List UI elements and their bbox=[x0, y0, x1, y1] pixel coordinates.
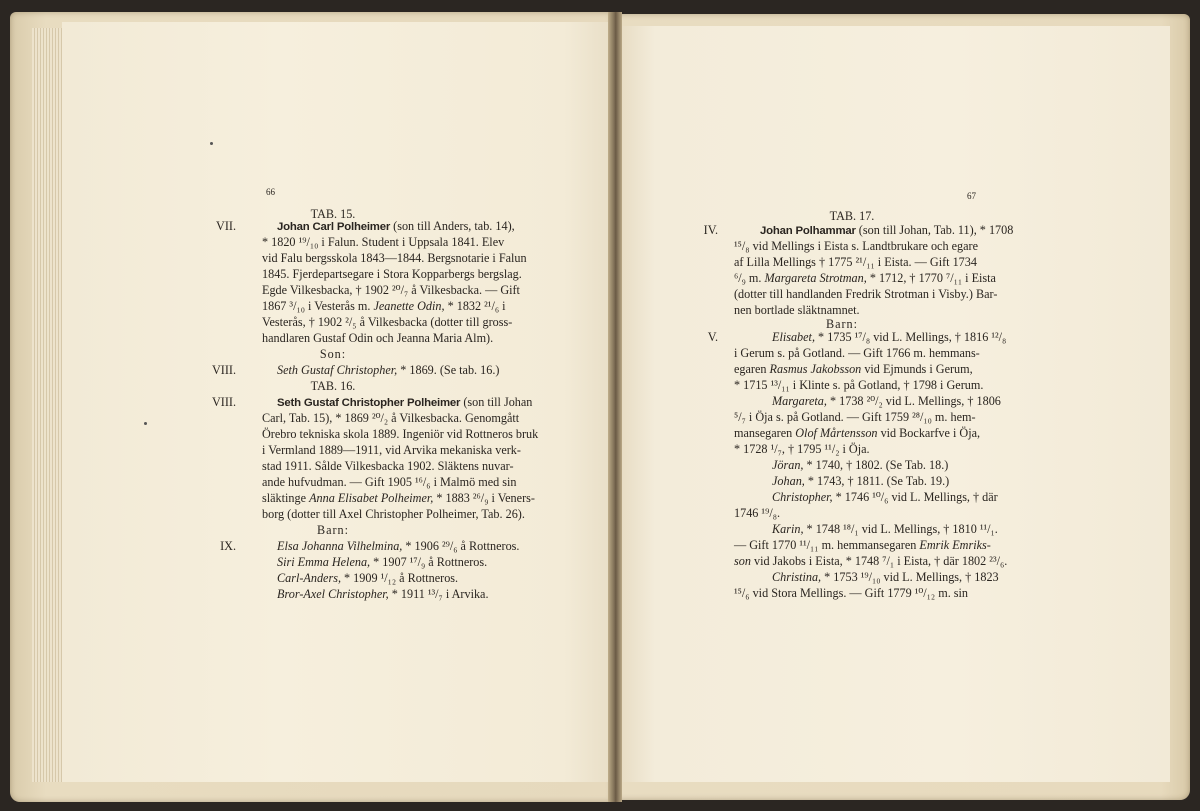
entry-line: son vid Jakobs i Eista, * 1748 ⁷/₁ i Eista, † där 1802 ²³/₆. bbox=[734, 554, 1008, 568]
generation-number: IV. bbox=[703, 223, 718, 237]
entry-line: — Gift 1770 ¹¹/₁₁ m. hemmansegaren Emrik Emriks- bbox=[734, 538, 991, 552]
entry-line: ⁵/₇ i Öja s. på Gotland. — Gift 1759 ²⁸/₁₀ m. hem- bbox=[734, 410, 976, 424]
child-entry: Bror-Axel Christopher, * 1911 ¹³/₇ i Arvika. bbox=[277, 587, 489, 601]
child-entry: Elsa Johanna Vilhelmina, * 1906 ²⁹/₆ å Rottneros. bbox=[277, 539, 520, 553]
generation-number: VIII. bbox=[211, 395, 236, 409]
entry-line: Johan Carl Polheimer (son till Anders, tab. 14), bbox=[277, 219, 515, 233]
generation-number: V. bbox=[707, 330, 718, 344]
spouse-name: Rasmus Jakobsson bbox=[769, 362, 862, 376]
child-entry: Johan, * 1743, † 1811. (Se Tab. 19.) bbox=[772, 474, 950, 488]
entry-line: Örebro tekniska skola 1889. Ingeniör vid Rottneros bruk bbox=[262, 427, 539, 441]
person-name: Johan Polhammar bbox=[760, 225, 856, 237]
section-label: Barn: bbox=[316, 523, 350, 537]
paper-speck bbox=[210, 142, 213, 145]
entry-line: ¹⁵/₆ vid Stora Mellings. — Gift 1779 ¹⁰/₁₂ m. sin bbox=[734, 586, 969, 600]
tab-heading: TAB. 16. bbox=[310, 379, 356, 393]
page-number: 66 bbox=[266, 187, 275, 197]
generation-number: IX. bbox=[220, 539, 236, 553]
page-number: 67 bbox=[967, 191, 976, 201]
entry-line: Egde Vilkesbacka, † 1902 ²⁰/₇ å Vilkesbacka. — Gift bbox=[262, 283, 520, 297]
right-page bbox=[622, 26, 1170, 782]
entry-line: * 1728 ¹/₇, † 1795 ¹¹/₂ i Öja. bbox=[734, 442, 870, 456]
spouse-name: Olof Mårtensson bbox=[795, 426, 878, 440]
spouse-name: Emrik Emriks- bbox=[919, 538, 991, 552]
entry-line: 1845. Fjerdepartsegare i Stora Kopparbergs bergslag. bbox=[262, 267, 522, 281]
entry-line: Vesterås, † 1902 ²/₅ å Vilkesbacka (dotter till gross- bbox=[262, 315, 513, 329]
entry-line: ande hufvudman. — Gift 1905 ¹⁶/₆ i Malmö med sin bbox=[262, 475, 517, 489]
child-entry: Carl-Anders, * 1909 ¹/₁₂ å Rottneros. bbox=[277, 571, 459, 585]
entry-line: af Lilla Mellings † 1775 ²¹/₁₁ i Eista. — Gift 1734 bbox=[734, 255, 977, 269]
entry-line: i Gerum s. på Gotland. — Gift 1766 m. hemmans- bbox=[734, 346, 980, 360]
entry-line: Johan Polhammar (son till Johan, Tab. 11), * 1708 bbox=[760, 223, 1014, 237]
child-entry: Jöran, * 1740, † 1802. (Se Tab. 18.) bbox=[772, 458, 949, 472]
book-gutter bbox=[608, 12, 622, 802]
generation-number: VIII. bbox=[211, 363, 236, 377]
spouse-name: Margareta Strotman, bbox=[764, 271, 867, 285]
person-name: Seth Gustaf Christopher Polheimer bbox=[277, 397, 461, 409]
entry-line: nen bortlade släktnamnet. bbox=[734, 303, 860, 317]
child-entry: Siri Emma Helena, * 1907 ¹⁷/₉ å Rottneros. bbox=[277, 555, 488, 569]
entry-line: 1867 ³/₁₀ i Vesterås m. Jeanette Odin, * 1832 ²¹/₆ i bbox=[262, 299, 506, 313]
tab-heading: TAB. 15. bbox=[310, 207, 356, 221]
entry-line: borg (dotter till Axel Christopher Polheimer, Tab. 26). bbox=[262, 507, 525, 521]
child-entry: Margareta, * 1738 ²⁰/₂ vid L. Mellings, † 1806 bbox=[772, 394, 1001, 408]
entry-line: egaren Rasmus Jakobsson vid Ejmunds i Gerum, bbox=[734, 362, 973, 376]
child-entry: Christopher, * 1746 ¹⁰/₆ vid L. Mellings, † där bbox=[772, 490, 998, 504]
entry-line: Carl, Tab. 15), * 1869 ²⁰/₂ å Vilkesbacka. Genomgått bbox=[262, 411, 520, 425]
book-spread bbox=[10, 12, 1190, 802]
section-label: Barn: bbox=[825, 317, 859, 331]
page-stack bbox=[32, 28, 66, 782]
entry-line: mansegaren Olof Mårtensson vid Bockarfve i Öja, bbox=[734, 426, 981, 440]
entry-line: släktinge Anna Elisabet Polheimer, * 1883 ²⁶/₉ i Veners- bbox=[262, 491, 535, 505]
entry-line: ¹⁵/₈ vid Mellings i Eista s. Landtbrukare och egare bbox=[734, 239, 978, 253]
person-name: Johan Carl Polheimer bbox=[277, 221, 391, 233]
entry-line: * 1715 ¹³/₁₁ i Klinte s. på Gotland, † 1798 i Gerum. bbox=[734, 378, 984, 392]
entry-line: ⁶/₉ m. Margareta Strotman, * 1712, † 1770 ⁷/₁₁ i Eista bbox=[734, 271, 996, 285]
paper-speck bbox=[144, 422, 147, 425]
left-page bbox=[62, 22, 608, 782]
child-entry: Christina, * 1753 ¹⁹/₁₀ vid L. Mellings, † 1823 bbox=[772, 570, 999, 584]
entry-line: handlaren Gustaf Odin och Jeanna Maria Alm). bbox=[262, 331, 494, 345]
entry-line: stad 1911. Sålde Vilkesbacka 1902. Släktens nuvar- bbox=[262, 459, 514, 473]
entry-line: (dotter till handlanden Fredrik Strotman i Visby.) Bar- bbox=[734, 287, 998, 301]
spouse-name: Anna Elisabet Polheimer, bbox=[309, 491, 434, 505]
entry-line: vid Falu bergsskola 1843—1844. Bergsnotarie i Falun bbox=[262, 251, 527, 265]
child-entry: Karin, * 1748 ¹⁸/₁ vid L. Mellings, † 1810 ¹¹/₁. bbox=[772, 522, 998, 536]
entry-line: 1746 ¹⁹/₈. bbox=[734, 506, 781, 520]
child-entry: Elisabet, * 1735 ¹⁷/₈ vid L. Mellings, † 1816 ¹²/₈ bbox=[772, 330, 1007, 344]
entry-line: * 1820 ¹⁹/₁₀ i Falun. Student i Uppsala 1841. Elev bbox=[262, 235, 505, 249]
section-label: Son: bbox=[319, 347, 347, 361]
entry-line: i Vermland 1889—1911, vid Arvika mekaniska verk- bbox=[262, 443, 521, 457]
tab-heading: TAB. 17. bbox=[829, 209, 875, 223]
generation-number: VII. bbox=[216, 219, 236, 233]
child-entry: Seth Gustaf Christopher, * 1869. (Se tab. 16.) bbox=[277, 363, 500, 377]
spouse-name: Jeanette Odin, bbox=[373, 299, 445, 313]
entry-line: Seth Gustaf Christopher Polheimer (son till Johan bbox=[277, 395, 533, 409]
